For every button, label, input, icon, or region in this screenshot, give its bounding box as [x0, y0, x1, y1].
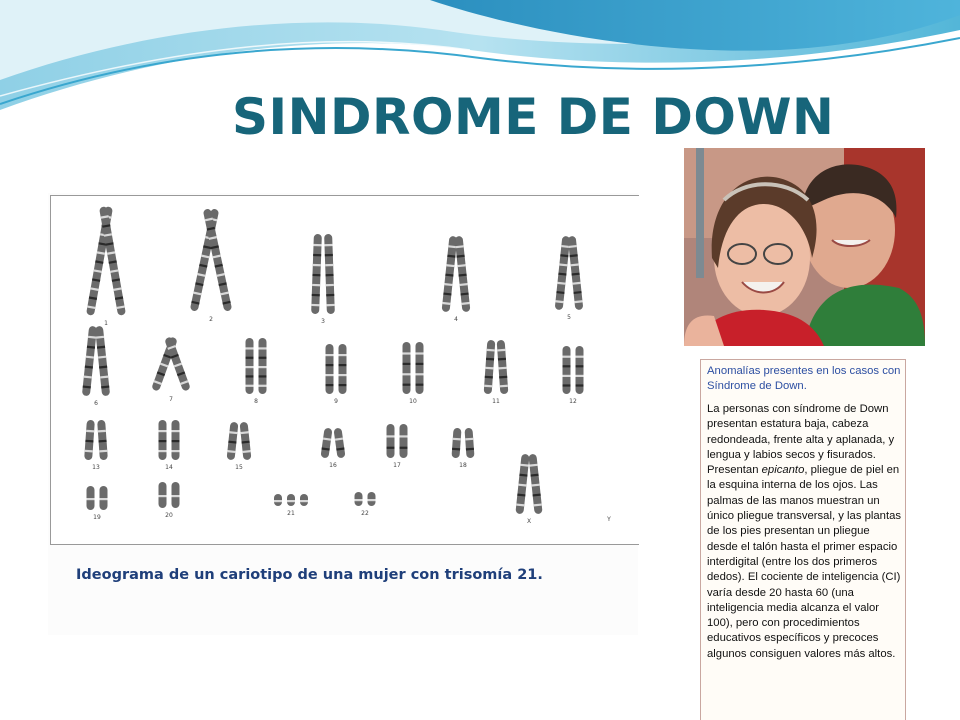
chromosome-band — [326, 294, 334, 296]
chromosome-band — [327, 304, 335, 306]
chromosome-band — [172, 430, 180, 432]
chromosome-band — [400, 435, 408, 437]
chromosome-band — [400, 447, 408, 449]
chromosome-pair-X — [515, 454, 542, 525]
chromosome-label: 22 — [361, 510, 369, 517]
chromosome-band — [339, 364, 347, 366]
chromosome-band — [172, 495, 180, 497]
info-box — [700, 359, 906, 720]
chromosome — [451, 428, 461, 458]
chromosome — [400, 424, 408, 458]
chromosome-band — [311, 304, 319, 306]
chromosome-band — [87, 498, 95, 500]
chromosome-label: X — [526, 518, 532, 525]
chromosome-label: 12 — [569, 398, 577, 405]
people-photo-illustration — [684, 148, 925, 346]
chromosome-band — [159, 450, 167, 452]
chromosome-pair-16 — [320, 428, 345, 469]
chromosome-band — [387, 447, 395, 449]
chromosome-band — [312, 294, 320, 296]
chromosome-pair-12 — [563, 346, 584, 405]
karyotype-chromosomes — [51, 196, 639, 544]
chromosome-label: 13 — [92, 464, 100, 471]
chromosome-band — [159, 440, 167, 442]
chromosome-pair-4 — [442, 236, 471, 323]
chromosome-pair-8 — [246, 338, 267, 405]
chromosome-pair-9 — [326, 344, 347, 405]
info-body-text-1: La personas con síndrome de Down presentan estatura baja, cabeza redondeada, frente alta y aplanada, y lengua y labios secos y fisurados. Presentan — [707, 403, 895, 477]
chromosome-band — [576, 356, 584, 358]
chromosome-band — [259, 385, 267, 387]
chromosome-pair-20 — [159, 482, 180, 519]
chromosome-pair-17 — [387, 424, 408, 469]
chromosome-label: 17 — [393, 462, 401, 469]
info-body-text-2: , pliegue de piel en la esquina interna de los ojos. Las palmas de las manos muestran un único pliegue transversal, y las plantas de los pies presentan un pliegue desde el talón hasta el primer espacio interdigital (entre los dos primeros dedos). El cociente de inteligencia (CI) varía desde 20 hasta 60 (una inteligencia media alcanza el valor 100), pero con procedimientos educativos específicos y precoces algunos consiguen valores más altos. — [707, 464, 902, 660]
chromosome — [403, 342, 411, 394]
chromosome-label: 20 — [165, 512, 173, 519]
chromosome-band — [259, 347, 267, 349]
chromosome-label: 9 — [334, 398, 338, 405]
chromosome-band — [246, 347, 254, 349]
chromosome-band — [563, 365, 571, 367]
chromosome-pair-13 — [84, 420, 108, 471]
chromosome-label: 11 — [492, 398, 500, 405]
chromosome — [576, 346, 584, 394]
chromosome-band — [326, 364, 334, 366]
chromosome-band — [339, 384, 347, 386]
chromosome-pair-19 — [87, 486, 108, 521]
chromosome-pair-1 — [86, 206, 126, 327]
chromosome-band — [563, 375, 571, 377]
chromosome-pair-7 — [151, 336, 191, 403]
chromosome-label: 7 — [169, 396, 173, 403]
chromosome-label: 21 — [287, 510, 295, 517]
chromosome-band — [172, 440, 180, 442]
info-box-heading: Anomalías presentes en los casos con Síndrome de Down. — [707, 365, 901, 392]
chromosome-band — [326, 284, 334, 286]
chromosome-band — [159, 430, 167, 432]
chromosome-label: 8 — [254, 398, 258, 405]
chromosome-pair-15 — [227, 422, 252, 471]
chromosome-band — [339, 354, 347, 356]
slide-title: SINDROME DE DOWN — [232, 88, 835, 146]
chromosome-band — [159, 495, 167, 497]
chromosome-label: 19 — [93, 514, 101, 521]
chromosome-band — [313, 244, 321, 246]
chromosome-band — [403, 363, 411, 365]
chromosome-band — [576, 384, 584, 386]
chromosome-band — [403, 373, 411, 375]
chromosome-band — [246, 385, 254, 387]
chromosome-band — [416, 363, 424, 365]
chromosome-band — [313, 254, 321, 256]
chromosome-band — [312, 274, 320, 276]
chromosome — [416, 342, 424, 394]
chromosome — [339, 344, 347, 394]
chromosome-band — [326, 384, 334, 386]
chromosome-pair-5 — [555, 236, 584, 321]
chromosome-band — [326, 274, 334, 276]
chromosome-band — [172, 450, 180, 452]
info-box-body — [707, 402, 903, 662]
chromosome-label: 15 — [235, 464, 243, 471]
chromosome-band — [563, 384, 571, 386]
info-body-italic-term: epicanto — [761, 464, 805, 477]
chromosome-label: 4 — [454, 316, 458, 323]
chromosome-band — [576, 365, 584, 367]
chromosome-pair-11 — [484, 340, 509, 405]
chromosome-label: Y — [607, 516, 611, 523]
chromosome-band — [563, 356, 571, 358]
chromosome-band — [416, 373, 424, 375]
chromosome-band — [100, 498, 108, 500]
chromosome-band — [324, 244, 332, 246]
chromosome-pair-3 — [311, 234, 335, 325]
chromosome-band — [339, 374, 347, 376]
chromosome-pair-22 — [355, 492, 376, 517]
chromosome-band — [326, 354, 334, 356]
chromosome-band — [287, 500, 295, 502]
chromosome-band — [246, 375, 254, 377]
chromosome-band — [259, 357, 267, 359]
chromosome — [387, 424, 395, 458]
chromosome-label: 2 — [209, 316, 213, 323]
chromosome-band — [403, 384, 411, 386]
chromosome-band — [274, 500, 282, 502]
chromosome-band — [416, 384, 424, 386]
chromosome-band — [246, 357, 254, 359]
chromosome-band — [368, 499, 376, 501]
chromosome-label: 6 — [94, 400, 98, 407]
karyotype-caption: Ideograma de un cariotipo de una mujer con trisomía 21. — [76, 567, 543, 583]
chromosome-band — [313, 264, 321, 266]
chromosome-band — [300, 500, 308, 502]
chromosome — [464, 428, 474, 458]
chromosome-pair-21 — [274, 494, 308, 517]
chromosome-band — [416, 352, 424, 354]
chromosome-band — [387, 435, 395, 437]
chromosome-band — [403, 352, 411, 354]
chromosome-label: 10 — [409, 398, 417, 405]
chromosome — [326, 344, 334, 394]
chromosome-label: 3 — [321, 318, 325, 325]
chromosome-label: 5 — [567, 314, 571, 321]
chromosome-band — [246, 366, 254, 368]
chromosome — [563, 346, 571, 394]
chromosome-band — [576, 375, 584, 377]
chromosome — [320, 428, 332, 459]
chromosome-label: 14 — [165, 464, 173, 471]
chromosome-pair-Y — [606, 516, 611, 523]
chromosome-label: 16 — [329, 462, 337, 469]
chromosome-band — [312, 284, 320, 286]
karyotype-figure — [48, 193, 638, 635]
people-photo — [684, 148, 925, 346]
chromosome-pair-2 — [190, 208, 232, 323]
chromosome-band — [259, 375, 267, 377]
chromosome-band — [325, 264, 333, 266]
chromosome-pair-18 — [451, 428, 474, 469]
chromosome-label: 1 — [104, 320, 108, 327]
karyotype-panel — [50, 195, 639, 545]
chromosome-pair-6 — [82, 326, 110, 407]
chromosome-label: 18 — [459, 462, 467, 469]
chromosome-band — [355, 499, 363, 501]
chromosome-band — [325, 254, 333, 256]
chromosome-pair-14 — [159, 420, 180, 471]
chromosome-band — [326, 374, 334, 376]
chromosome-band — [259, 366, 267, 368]
chromosome — [333, 428, 345, 459]
chromosome-pair-10 — [403, 342, 424, 405]
